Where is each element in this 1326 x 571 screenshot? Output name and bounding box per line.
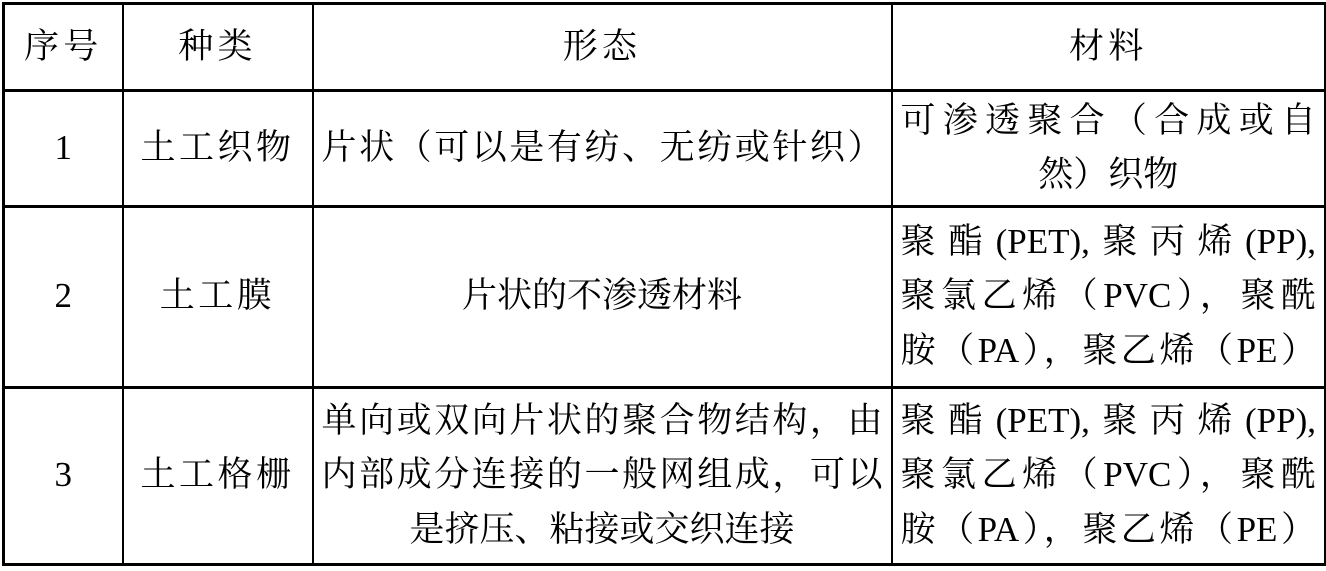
row3-type: 土工格栅 [123, 387, 313, 564]
row3-material [892, 387, 1326, 564]
row2-no: 2 [4, 206, 123, 387]
row1-material [892, 91, 1326, 207]
row3-form-line2: 内部成分连接的一般网组成，可以 [321, 455, 883, 495]
row3-no: 3 [4, 387, 123, 564]
header-type: 种类 [123, 4, 313, 91]
row2-form [313, 206, 892, 387]
row1-form-line1: 片状（可以是有纺、无纺或针织） [321, 128, 883, 168]
table-row [4, 91, 1326, 207]
row3-form-line3: 是挤压、粘接或交织连接 [409, 509, 795, 549]
table-row [4, 387, 1326, 564]
row3-form-line1: 单向或双向片状的聚合物结构，由 [321, 401, 883, 441]
row1-material-line1: 可渗透聚合（合成或自 [900, 101, 1316, 140]
header-form: 形态 [313, 4, 892, 91]
row1-no: 1 [4, 91, 123, 207]
row3-form [313, 387, 892, 564]
row2-form-line1: 片状的不渗透材料 [461, 276, 742, 316]
header-material: 材料 [892, 4, 1326, 91]
row2-material-line2: 聚氯乙烯（PVC），聚酰 [900, 276, 1316, 316]
header-row [4, 4, 1326, 91]
row1-material-line2: 然）织物 [1038, 155, 1179, 195]
header-no: 序号 [4, 4, 123, 91]
table-row [4, 206, 1326, 387]
row2-material-line1: 聚酯(PET),聚丙烯(PP), [900, 222, 1316, 262]
row2-material [892, 206, 1326, 387]
row1-type: 土工织物 [123, 91, 313, 207]
geosynthetics-table [2, 2, 1326, 566]
row2-type: 土工膜 [123, 206, 313, 387]
row3-material-line3: 胺（PA），聚乙烯（PE） [900, 509, 1316, 549]
row1-form [313, 91, 892, 207]
row2-material-line3: 胺（PA），聚乙烯（PE） [900, 330, 1316, 370]
row3-material-line2: 聚氯乙烯（PVC），聚酰 [900, 455, 1316, 495]
row3-material-line1: 聚酯(PET),聚丙烯(PP), [900, 401, 1316, 441]
